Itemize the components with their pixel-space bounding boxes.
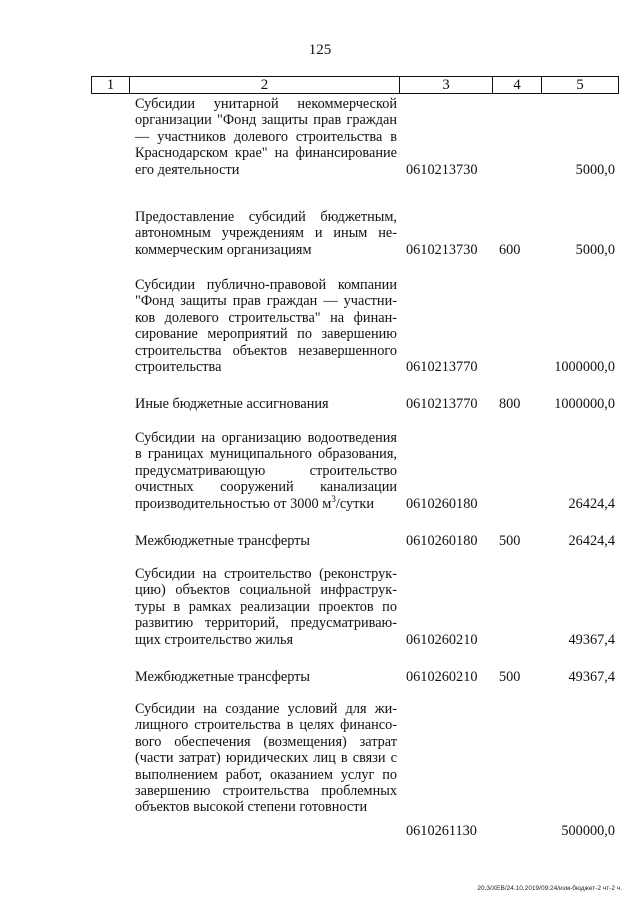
row-expense-type: 600 xyxy=(499,242,521,258)
table-row xyxy=(0,277,640,396)
row-code: 0610260210 xyxy=(406,669,478,685)
table-row xyxy=(0,396,640,430)
row-amount: 5000,0 xyxy=(575,242,615,258)
row-code: 0610213730 xyxy=(406,162,478,178)
row-amount: 500000,0 xyxy=(561,823,615,839)
row-amount: 26424,4 xyxy=(568,496,615,512)
row-description: Субсидии унитарной некоммерческой организации "Фонд защиты прав граждан — участников долевого строительства в Краснодарском крае" на финансирование его деятельности xyxy=(135,96,397,178)
row-description: Иные бюджетные ассигнования xyxy=(135,396,329,412)
row-description: Субсидии на организацию водоотведения в границах муниципального образования, предусматривающую строительство очистных сооружений канализации производительностью от 3000 $м^3$/сутки xyxy=(135,430,397,512)
row-code: 0610260180 xyxy=(406,533,478,549)
row-code: 0610213770 xyxy=(406,396,478,412)
column-header-4: 4 xyxy=(493,77,542,94)
table-row xyxy=(0,566,640,669)
row-expense-type: 500 xyxy=(499,669,521,685)
row-description: Субсидии публично-правовой компании "Фонд защиты прав граждан — участников долевого строительства" на финансирование мероприятий по завершению строительства объектов незавершенного строительства xyxy=(135,277,397,376)
budget-rows xyxy=(0,96,640,851)
table-row xyxy=(0,701,640,851)
row-amount: 5000,0 xyxy=(575,162,615,178)
row-amount: 49367,4 xyxy=(568,632,615,648)
row-expense-type: 800 xyxy=(499,396,521,412)
row-amount: 1000000,0 xyxy=(554,396,615,412)
table-row xyxy=(0,209,640,277)
table-row xyxy=(0,533,640,566)
column-header-table xyxy=(91,76,619,94)
table-row xyxy=(0,96,640,209)
row-code: 0610260210 xyxy=(406,632,478,648)
row-description: Субсидии на создание условий для жилищного строительства в целях финансового обеспечения (возмещения) затрат (части затрат) юридических лиц в связи с выполнением работ, оказанием услуг по завершению строительства проблемных объектов высокой степени готовности xyxy=(135,701,397,816)
row-code: 0610213770 xyxy=(406,359,478,375)
row-code: 0610260180 xyxy=(406,496,478,512)
row-amount: 26424,4 xyxy=(568,533,615,549)
row-code: 0610213730 xyxy=(406,242,478,258)
row-code: 0610261130 xyxy=(406,823,477,839)
table-row xyxy=(0,669,640,701)
row-expense-type: 500 xyxy=(499,533,521,549)
page-number: 125 xyxy=(308,42,332,58)
table-row xyxy=(0,430,640,533)
row-amount: 49367,4 xyxy=(568,669,615,685)
column-header-2: 2 xyxy=(130,77,400,94)
row-amount: 1000000,0 xyxy=(554,359,615,375)
column-header-5: 5 xyxy=(542,77,619,94)
row-description: Межбюджетные трансферты xyxy=(135,533,311,549)
row-description: Предоставление субсидий бюджетным, автономным учреждениям и иным некоммерческим организациям xyxy=(135,209,397,258)
superscript: 3 xyxy=(331,493,336,504)
document-footer: 20.3/ХЕВ/24.10.2019/09:24/изм-бюджет-2 чт-2 ч. xyxy=(477,885,622,892)
row-description: Субсидии на строительство (реконструкцию) объектов социальной инфраструктуры в рамках реализации проектов по развитию территорий, предусматривающих строительство жилья xyxy=(135,566,397,648)
column-header-3: 3 xyxy=(400,77,493,94)
row-description: Межбюджетные трансферты xyxy=(135,669,311,685)
column-header-1: 1 xyxy=(92,77,130,94)
